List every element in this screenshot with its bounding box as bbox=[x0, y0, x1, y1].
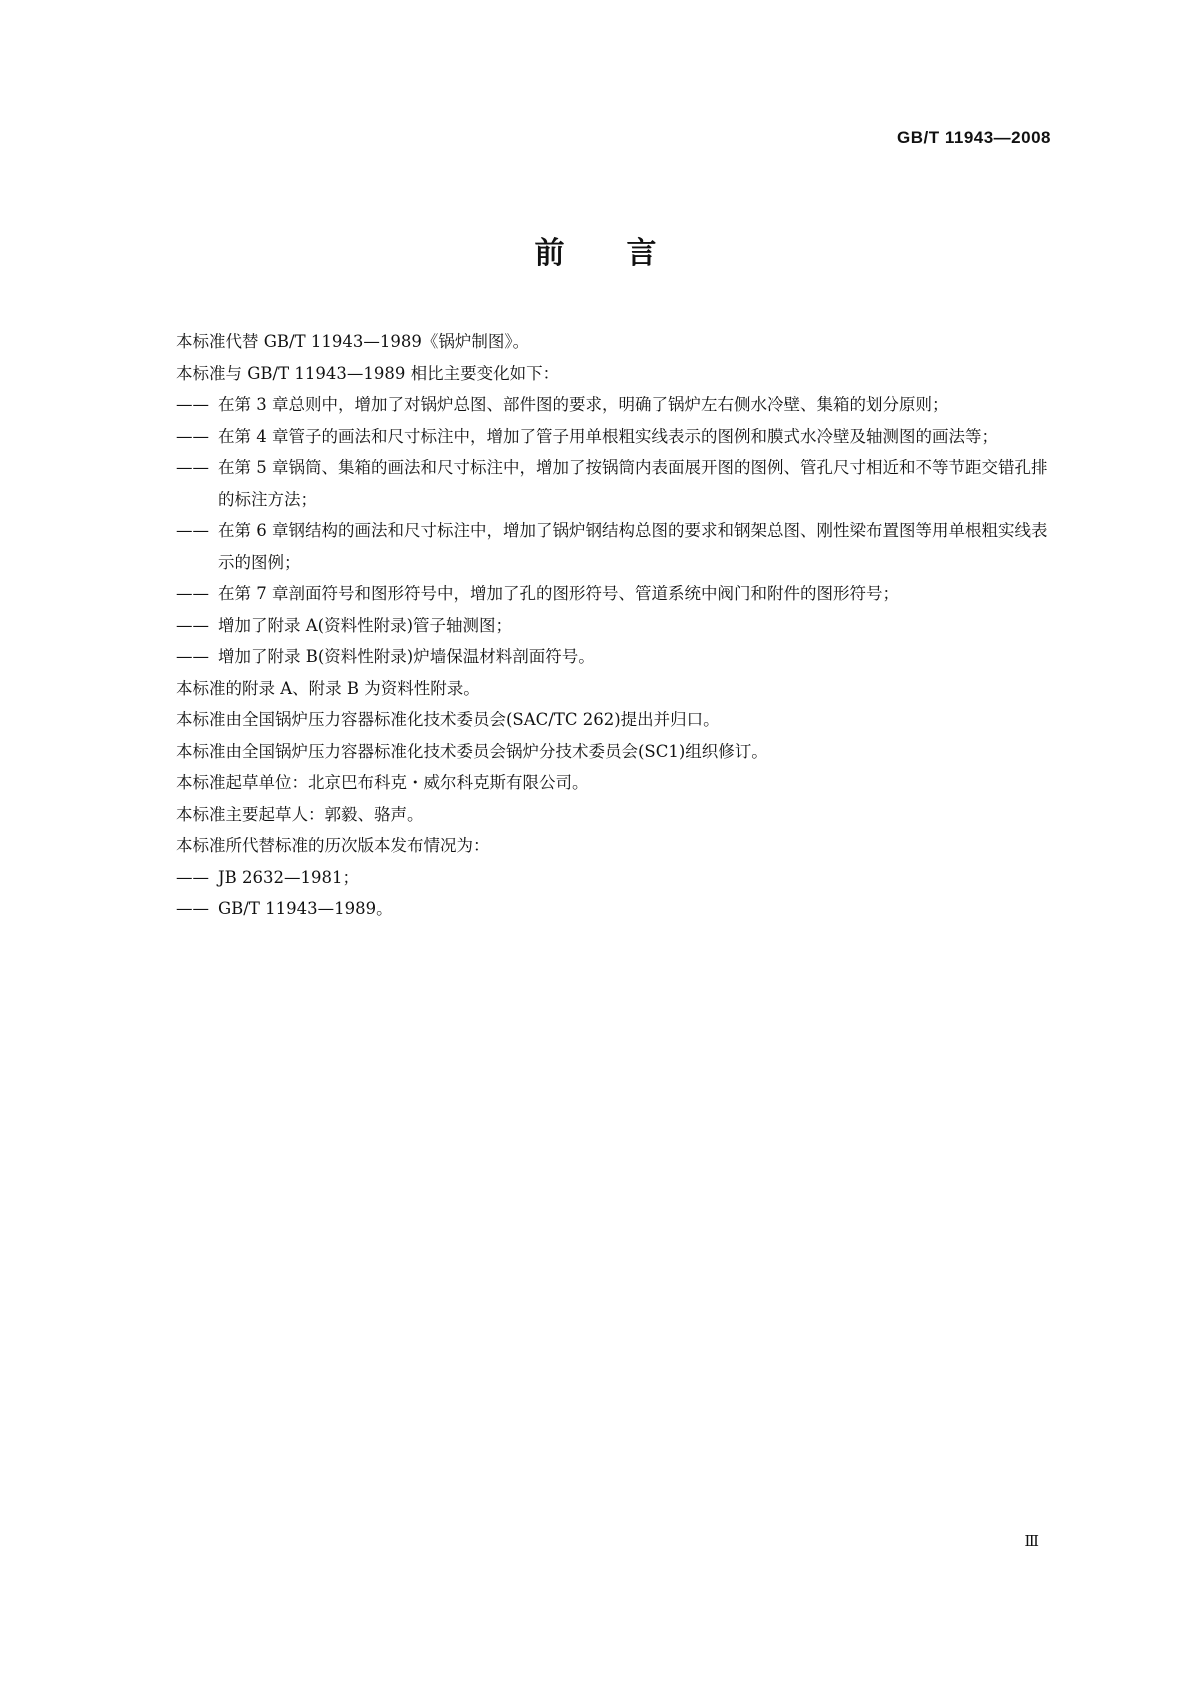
history-item-text: JB 2632—1981； bbox=[218, 867, 359, 887]
list-item bbox=[176, 421, 1056, 453]
list-item-text: 增加了附录 B(资料性附录)炉墙保温材料剖面符号。 bbox=[218, 647, 595, 666]
list-item-text: 在第 3 章总则中，增加了对锅炉总图、部件图的要求，明确了锅炉左右侧水冷壁、集箱的划分原则； bbox=[218, 395, 949, 414]
list-item bbox=[176, 641, 1056, 673]
history-item-text: GB/T 11943—1989。 bbox=[218, 899, 393, 918]
dash-marker: —— bbox=[176, 521, 209, 540]
paragraph-annexes: 本标准的附录 A、附录 B 为资料性附录。 bbox=[176, 678, 480, 698]
history-item bbox=[176, 862, 1056, 894]
page-title: 前言 bbox=[534, 236, 719, 271]
page-number: Ⅲ bbox=[1024, 1532, 1039, 1550]
dash-marker: —— bbox=[176, 458, 209, 477]
dash-marker: —— bbox=[176, 584, 209, 603]
list-item bbox=[176, 515, 1056, 578]
standard-code: GB/T 11943—2008 bbox=[897, 128, 1051, 147]
list-item-text: 在第 6 章钢结构的画法和尺寸标注中，增加了锅炉钢结构总图的要求和钢架总图、刚性梁布置图等用单根粗实线表示的图例； bbox=[218, 521, 1048, 572]
dash-marker: —— bbox=[176, 395, 209, 414]
history-item bbox=[176, 893, 1056, 925]
paragraph-replaces: 本标准代替 GB/T 11943—1989《锅炉制图》。 bbox=[176, 332, 530, 351]
list-item-text: 在第 4 章管子的画法和尺寸标注中，增加了管子用单根粗实线表示的图例和膜式水冷壁及轴测图的画法等； bbox=[218, 426, 998, 446]
list-item bbox=[176, 578, 1056, 610]
list-item-text: 在第 7 章剖面符号和图形符号中，增加了孔的图形符号、管道系统中阀门和附件的图形符号； bbox=[218, 584, 899, 603]
list-item-text: 增加了附录 A(资料性附录)管子轴测图； bbox=[218, 615, 513, 635]
paragraph-revised-by: 本标准由全国锅炉压力容器标准化技术委员会锅炉分技术委员会(SC1)组织修订。 bbox=[176, 741, 768, 761]
list-item-text: 在第 5 章锅筒、集箱的画法和尺寸标注中，增加了按锅筒内表面展开图的图例、管孔尺寸相近和不等节距交错孔排的标注方法； bbox=[218, 458, 1048, 509]
paragraph-history-intro: 本标准所代替标准的历次版本发布情况为： bbox=[176, 836, 490, 855]
paragraph-drafters: 本标准主要起草人：郭毅、骆声。 bbox=[176, 804, 424, 824]
dash-marker: —— bbox=[176, 867, 209, 887]
paragraph-drafting-unit: 本标准起草单位：北京巴布科克・威尔科克斯有限公司。 bbox=[176, 773, 589, 792]
paragraph-changes-intro: 本标准与 GB/T 11943—1989 相比主要变化如下： bbox=[176, 363, 560, 383]
list-item bbox=[176, 389, 1056, 421]
dash-marker: —— bbox=[176, 615, 209, 635]
foreword-body bbox=[176, 326, 1056, 925]
dash-marker: —— bbox=[176, 426, 209, 446]
dash-marker: —— bbox=[176, 899, 209, 918]
list-item bbox=[176, 610, 1056, 642]
paragraph-proposed-by: 本标准由全国锅炉压力容器标准化技术委员会(SAC/TC 262)提出并归口。 bbox=[176, 710, 720, 729]
list-item bbox=[176, 452, 1056, 515]
dash-marker: —— bbox=[176, 647, 209, 666]
